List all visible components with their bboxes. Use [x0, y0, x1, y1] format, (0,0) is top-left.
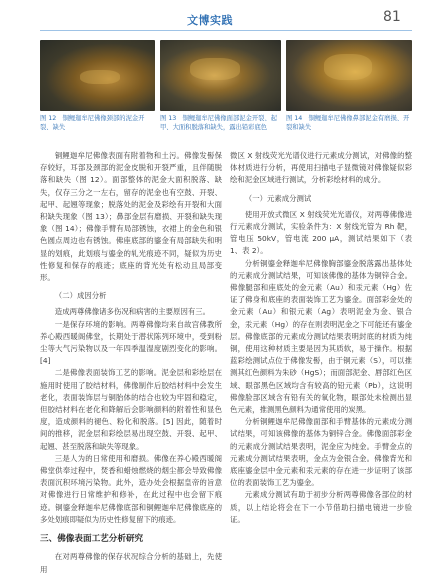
- body-paragraph: 使用开放式微区 X 射线荧光光谱仪，对两尊佛像进行元素成分测试，实验条件为：X 射线光管为 Rh 靶，管电压 50kV，管电流 200 μA，测试结果如下（表 1、表 2）。: [230, 209, 412, 256]
- body-paragraph: 元素成分测试有助于初步分析两尊佛像各部位的材质，以上结论将会在下一小节借助扫描电镜进一步验证。: [230, 490, 412, 524]
- body-paragraph: 微区 X 射线荧光光谱仪进行元素成分测试，对佛像的整体材质进行分析，再使用扫描电子显微镜对佛像疑似彩绘和泥金区域进行测试，分析彩绘材料的成分。: [230, 151, 412, 185]
- figure-13-photo: [160, 40, 281, 111]
- body-paragraph: 造成两尊佛像诸多伤况和病害的主要原因有三。: [54, 307, 211, 317]
- body-paragraph: 分析铜鎏金释迦牟尼佛像胸部鎏金脱落露出基体处的元素成分测试结果，可知该佛像的基体为铜锌合金。佛像腿部和座底处的金元素（Au）和汞元素（Hg）佐证了佛身和底座的表面装饰工艺为鎏金。面部彩金处的金元素（Au）和银元素（Ag）表明泥金为金、银合金，汞元素（Hg）的存在则表明泥金之下可能还有鎏金层。佛像底部的元素成分测试结果表明封底的材质为纯铜，使用这种材质主要是因为其质软，易于操作。根据蓝彩绘测试点位于佛像发髻，由于铜元素（S），可以推测其红色颜料为朱砂（HgS）；而面部泥金、唇部红色区域、眼部黑色区域均含有较高的铅元素（Pb），这说明佛像脸部区域含有铅有关的氧化物，眼部处未检测出显色元素，推测黑色颜料为通常使用的炭黑。: [230, 258, 412, 415]
- header-rule: [40, 30, 412, 31]
- figure-13-caption: 图 13 铜鲤迦牟尼佛像面部泥金开裂、起甲、大面积脱落和缺失，露出铅彩底色: [160, 115, 278, 131]
- body-paragraph: 分析铜鲤迦牟尼佛像面部和手臂基体的元素成分测试结果，可知该佛像的基体为铜锌合金。佛像面部彩金的元素成分测试结果表明，泥金应为纯金。手臂金点的元素成分测试结果表明，金点为金银合金。佛像背光和底座鎏金层中金元素和汞元素的存在进一步证明了该部位的表面装饰工艺为鎏金。: [230, 417, 412, 488]
- page-header: [0, 0, 427, 38]
- body-paragraph: 一是保存环境的影响。两尊佛像均来自故宫佛教所养心殿西暖阁佛堂，长期处于潜状陈列环境中，受到粉尘等大气污染物以及一年四季温湿度剧烈变化的影响。[4]: [40, 319, 222, 366]
- section-name: 文博实践: [187, 14, 233, 27]
- page-number: 81: [383, 9, 401, 25]
- figure-14-photo: [286, 40, 412, 111]
- body-paragraph: 在对两尊佛像的保存状况综合分析的基础上，先使用: [40, 552, 222, 574]
- body-paragraph: 三是人为的日常使用和磨损。佛像在养心殿西暖阁佛堂供奉过程中，焚香和蜡烛燃烧的烟尘都会导致佛像表面沉积环境污染物。此外，造办处会根据皇帝的旨意对佛像进行日常维护和修补，在此过程中也会留下痕迹。铜鎏金释迦牟尼佛像底部和铜鲤迦牟尼佛像底座的多处划痕即疑似为历史性修复留下的痕迹。: [40, 453, 222, 524]
- section-heading: 三、佛像表面工艺分析研究: [40, 534, 144, 545]
- body-paragraph: 铜鲤迦牟尼佛像表面有附着物和土污。佛像发髻保存较好，耳部及颈部的泥金皮脱和开裂严重，且伴随脱落和缺失（图 12）。面部整体的泥金大面积脱落、缺失，仅存三分之一左右，留存的泥金也有空鼓、开裂、起甲、起翘等现象；脱落处的泥金及彩绘有开裂和大面积缺失现象（图 13）；鼻部金层有磨损、开裂和缺失现象（图 14）；佛像手臂有局部锈蚀，衣裙上的金色和银色圆点周边也有锈蚀。佛座底部的鎏金有局部缺失和明显的划痕，此划痕与鎏金的轧光痕迹不同，疑似为历史性修复和保存的痕迹；底座的背光处有松动且局部变形。: [40, 151, 222, 283]
- figure-14-caption: 图 14 铜鲤迦牟尼佛像鼻部泥金有磨损、开裂和缺失: [286, 115, 410, 131]
- figure-12-photo: [40, 40, 155, 111]
- subsection-heading: （一）元素成分测试: [244, 193, 312, 203]
- figure-12-caption: 图 12 铜鲤迦牟尼佛像颈部的泥金开裂、缺失: [40, 115, 145, 131]
- left-column: [40, 150, 222, 576]
- right-column: [230, 150, 412, 526]
- subsection-heading: （二）成因分析: [54, 291, 107, 301]
- body-paragraph: 二是佛像表面装饰工艺的影响。泥金层和彩绘层在施用时使用了胶结材料，佛像制作后胶结材料中会发生老化，表面装饰层与铜胎体的结合也较为牢固和稳定，但胶结材料在老化和降解后会影响颜料的附着性和显色度，造成颜料的褪色、粉化和脱落。[5] 因此，随着时间的推移，泥金层和彩绘层易出现空鼓、开裂、起甲、起翘、甚至脱落和缺失等现象。: [40, 368, 222, 451]
